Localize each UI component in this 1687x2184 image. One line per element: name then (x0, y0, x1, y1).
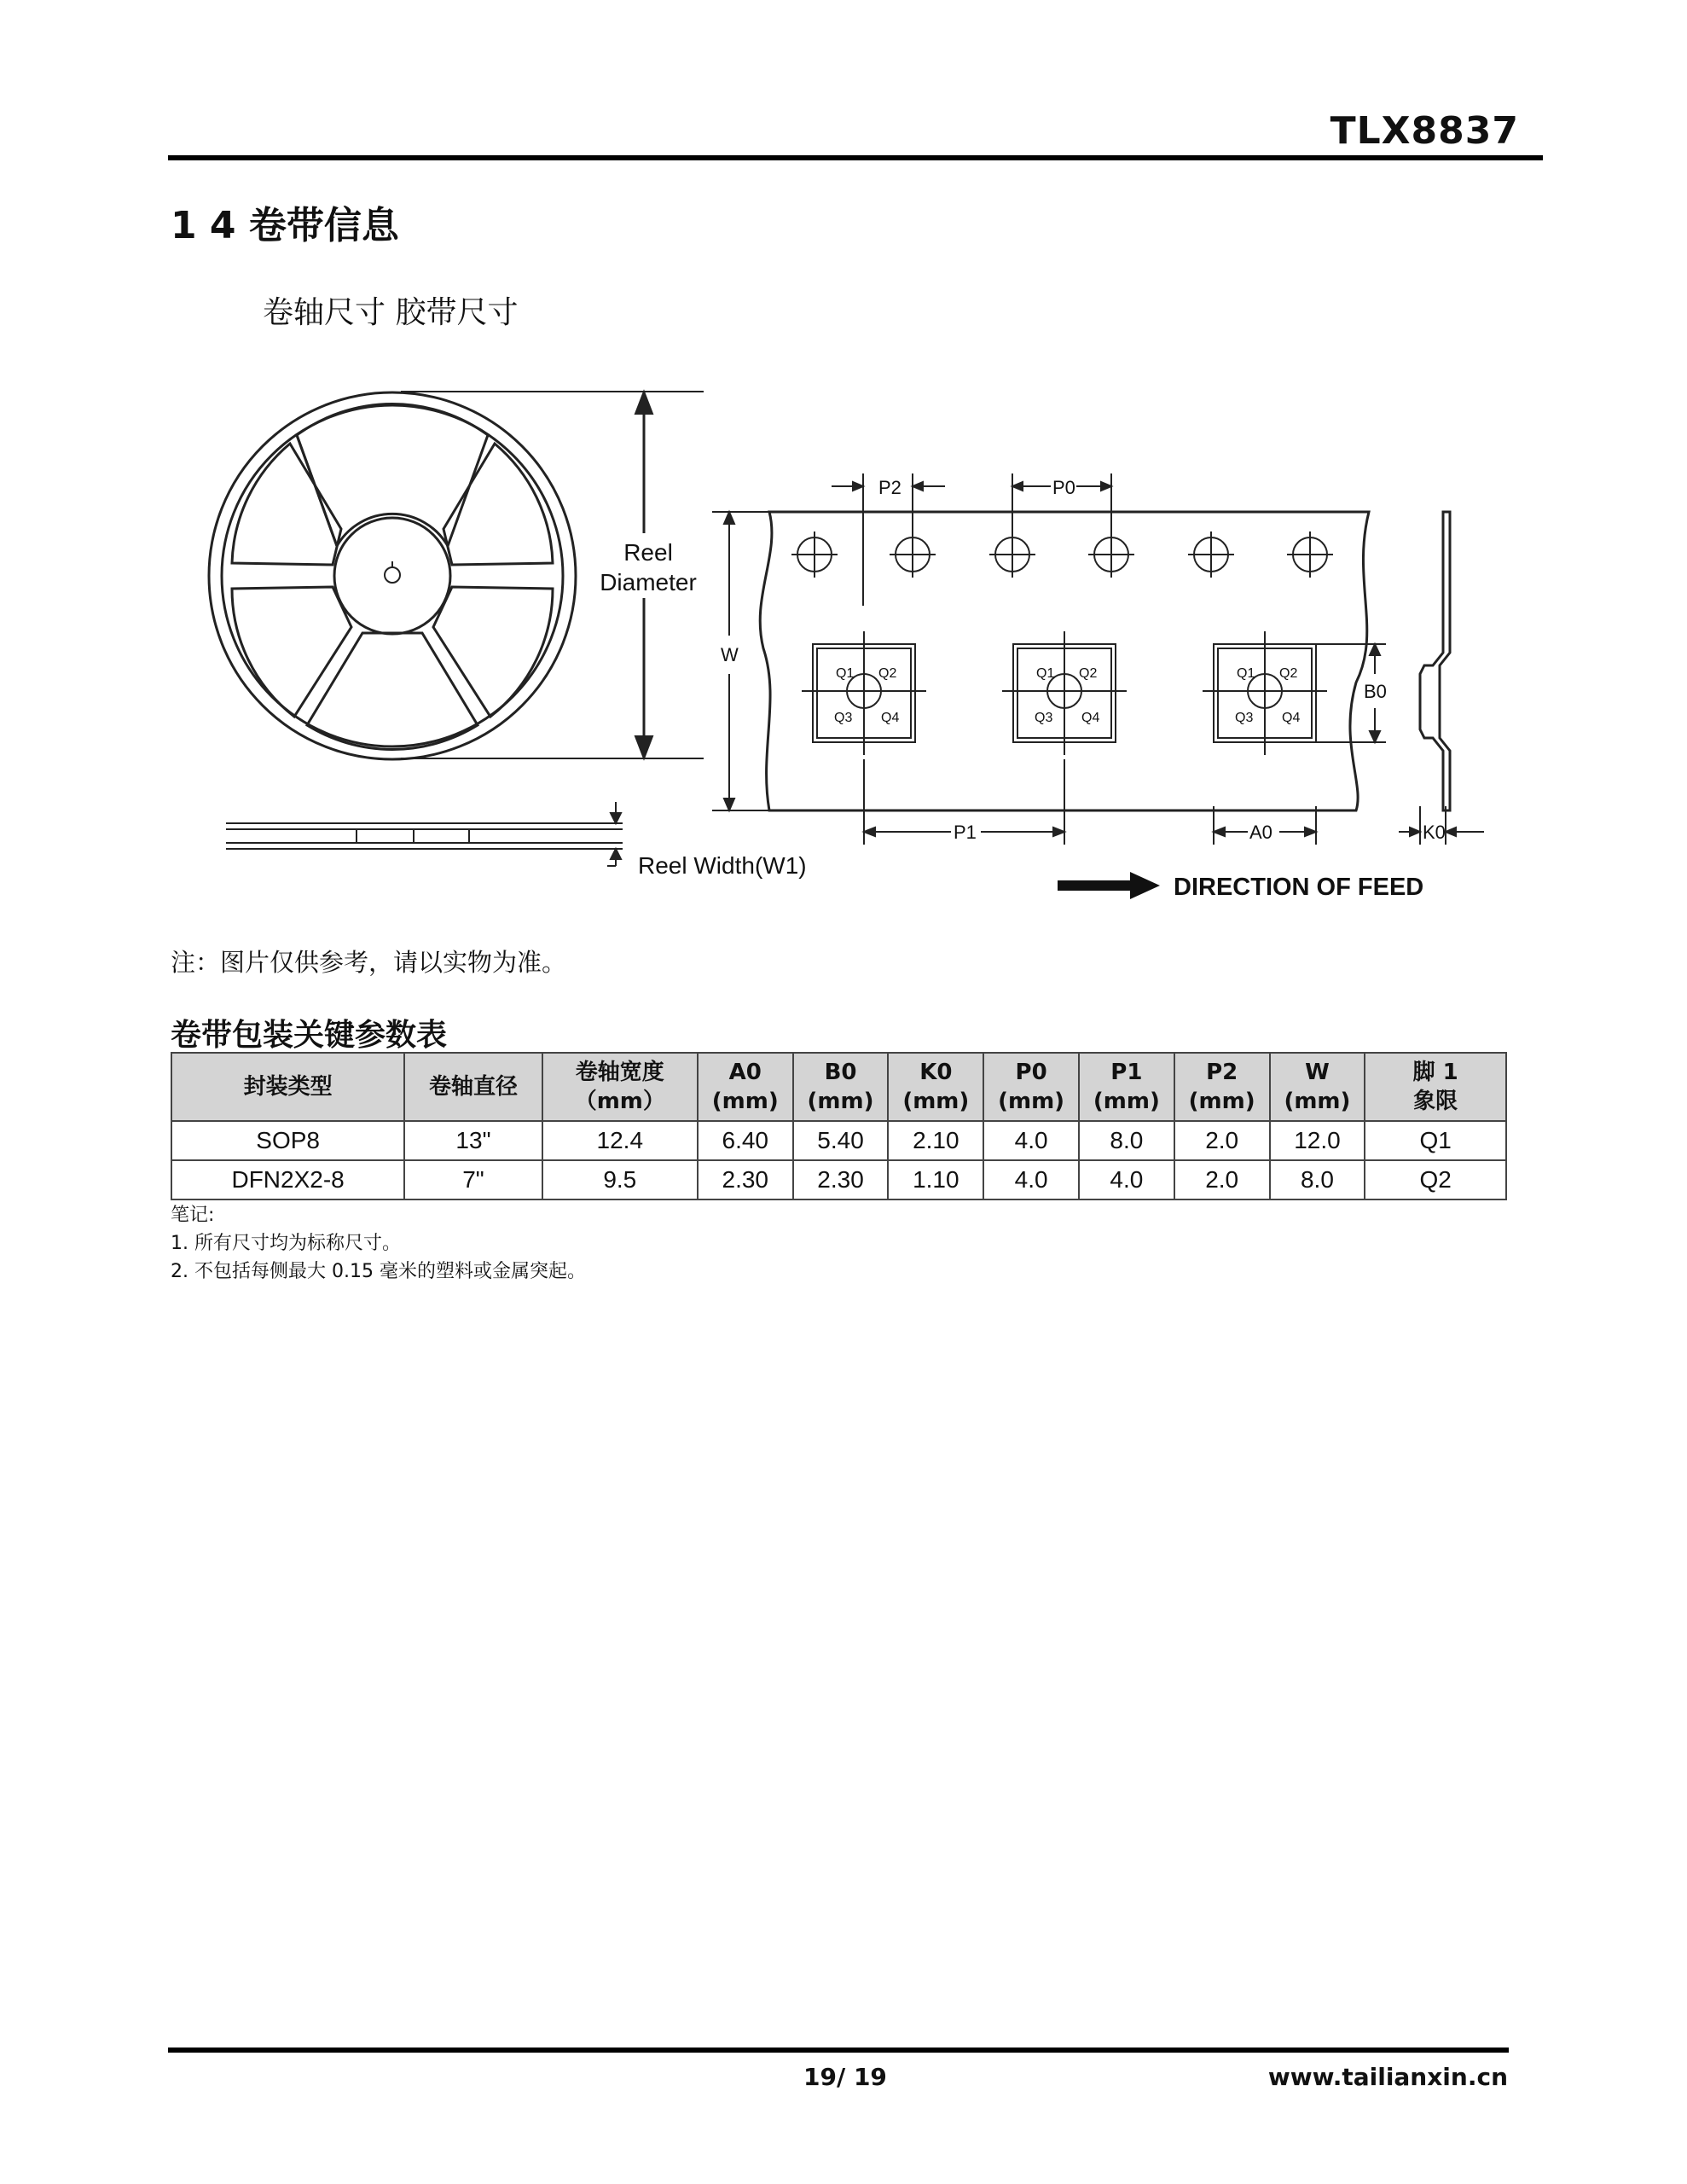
table-header-text: A0 (728, 1060, 762, 1085)
a0-label: A0 (1249, 822, 1272, 843)
footnote-item: 2. 不包括每侧最大 0.15 毫米的塑料或金属突起。 (171, 1261, 586, 1282)
q1-label: Q1 (836, 666, 855, 681)
table-cell: Q2 (1365, 1160, 1506, 1199)
table-cell: 2.0 (1174, 1121, 1270, 1160)
table-header-cell (888, 1053, 983, 1121)
direction-of-feed-arrow (1058, 872, 1160, 899)
reel-drawing (209, 392, 576, 759)
q3-label: Q3 (1235, 711, 1254, 725)
header-rule (168, 155, 1543, 160)
q2-label: Q2 (1279, 666, 1298, 681)
table-cell: 7" (404, 1160, 542, 1199)
table-cell: Q1 (1365, 1121, 1506, 1160)
table-header-text: P0 (1015, 1060, 1047, 1085)
tape-profile (1420, 512, 1450, 810)
q3-label: Q3 (834, 711, 853, 725)
table-title: 卷带包装关键参数表 (171, 1018, 448, 1053)
table-cell: 12.0 (1270, 1121, 1365, 1160)
table-header-cell (1270, 1053, 1365, 1121)
table-header-cell (542, 1053, 698, 1121)
table-header-text: (mm) (1284, 1089, 1351, 1114)
table-header-text: 卷轴直径 (428, 1074, 518, 1100)
footer-rule (168, 2048, 1509, 2053)
table-cell: 8.0 (1270, 1160, 1365, 1199)
p1-label: P1 (954, 822, 977, 843)
table-header-cell (983, 1053, 1079, 1121)
q3-label: Q3 (1035, 711, 1053, 725)
table-header-cell (1079, 1053, 1174, 1121)
reel-label: Reel (623, 539, 673, 566)
q4-label: Q4 (1282, 711, 1301, 725)
table-cell: 13" (404, 1121, 542, 1160)
table-header-cell (698, 1053, 793, 1121)
q1-label: Q1 (1036, 666, 1055, 681)
table-header-cell (1174, 1053, 1270, 1121)
table-header-cell (404, 1053, 542, 1121)
table-header-text: (mm) (998, 1089, 1065, 1114)
table-header-text: K0 (919, 1060, 953, 1085)
table-header-text: (mm) (711, 1089, 779, 1114)
table-header-cell (171, 1053, 404, 1121)
table-cell: 4.0 (1079, 1160, 1174, 1199)
table-header-text: (mm) (807, 1089, 874, 1114)
q1-label: Q1 (1237, 666, 1255, 681)
table-cell: 2.0 (1174, 1160, 1270, 1199)
tape-pockets (802, 631, 1327, 755)
table-header-text: 封装类型 (243, 1074, 333, 1100)
image-note: 注：图片仅供参考，请以实物为准。 (171, 948, 567, 977)
q2-label: Q2 (878, 666, 897, 681)
q2-label: Q2 (1079, 666, 1098, 681)
table-header-text: (mm) (902, 1089, 970, 1114)
diameter-label: Diameter (600, 569, 697, 595)
table-cell: 6.40 (698, 1121, 793, 1160)
k0-label: K0 (1423, 822, 1446, 843)
page-number: 19/ 19 (803, 2063, 887, 2091)
document-model-header: TLX8837 (1330, 109, 1519, 153)
table-header-cell (793, 1053, 889, 1121)
table-header-text: 卷轴宽度 (575, 1060, 664, 1085)
reel-tape-parameter-table (171, 1052, 1507, 1200)
reel-width-label: Reel Width(W1) (638, 852, 807, 879)
p0-label: P0 (1052, 477, 1075, 498)
table-header-text: 象限 (1413, 1089, 1458, 1114)
direction-of-feed-label: DIRECTION OF FEED (1174, 874, 1424, 901)
table-cell: SOP8 (171, 1121, 404, 1160)
table-header-text: (mm) (1188, 1089, 1255, 1114)
table-header-text: P1 (1110, 1060, 1143, 1085)
table-cell: DFN2X2-8 (171, 1160, 404, 1199)
table-cell: 8.0 (1079, 1121, 1174, 1160)
table-header-text: W (1305, 1060, 1330, 1085)
tape-dimensions (712, 473, 1484, 845)
table-header-text: P2 (1206, 1060, 1238, 1085)
table-cell: 4.0 (983, 1160, 1079, 1199)
figure-caption: 卷轴尺寸 胶带尺寸 (263, 295, 519, 330)
w-label: W (721, 644, 739, 665)
table-header-text: (mm) (1093, 1089, 1160, 1114)
footnote-item: 1. 所有尺寸均为标称尺寸。 (171, 1233, 401, 1254)
section-title: 1 4 卷带信息 (171, 204, 399, 247)
p2-label: P2 (878, 477, 901, 498)
sprocket-holes (791, 531, 1333, 578)
table-cell: 2.30 (698, 1160, 793, 1199)
q4-label: Q4 (881, 711, 900, 725)
b0-label: B0 (1364, 681, 1387, 702)
table-cell: 2.30 (793, 1160, 889, 1199)
footnotes (171, 1201, 586, 1286)
table-header-cell (1365, 1053, 1506, 1121)
reel-side-view (226, 802, 623, 866)
reel-tape-diagram (0, 375, 1687, 921)
table-header-text: （mm） (574, 1089, 665, 1114)
table-cell: 4.0 (983, 1121, 1079, 1160)
table-header-text: B0 (824, 1060, 857, 1085)
table-cell: 2.10 (888, 1121, 983, 1160)
website-link[interactable]: www.tailianxin.cn (1267, 2063, 1508, 2091)
table-header-text: 脚 1 (1412, 1060, 1458, 1085)
table-row (171, 1160, 1506, 1199)
footnotes-heading: 笔记: (171, 1205, 215, 1226)
table-cell: 9.5 (542, 1160, 698, 1199)
table-cell: 5.40 (793, 1121, 889, 1160)
table-row (171, 1121, 1506, 1160)
table-header-row (171, 1053, 1506, 1121)
table-cell: 1.10 (888, 1160, 983, 1199)
q4-label: Q4 (1081, 711, 1100, 725)
table-cell: 12.4 (542, 1121, 698, 1160)
